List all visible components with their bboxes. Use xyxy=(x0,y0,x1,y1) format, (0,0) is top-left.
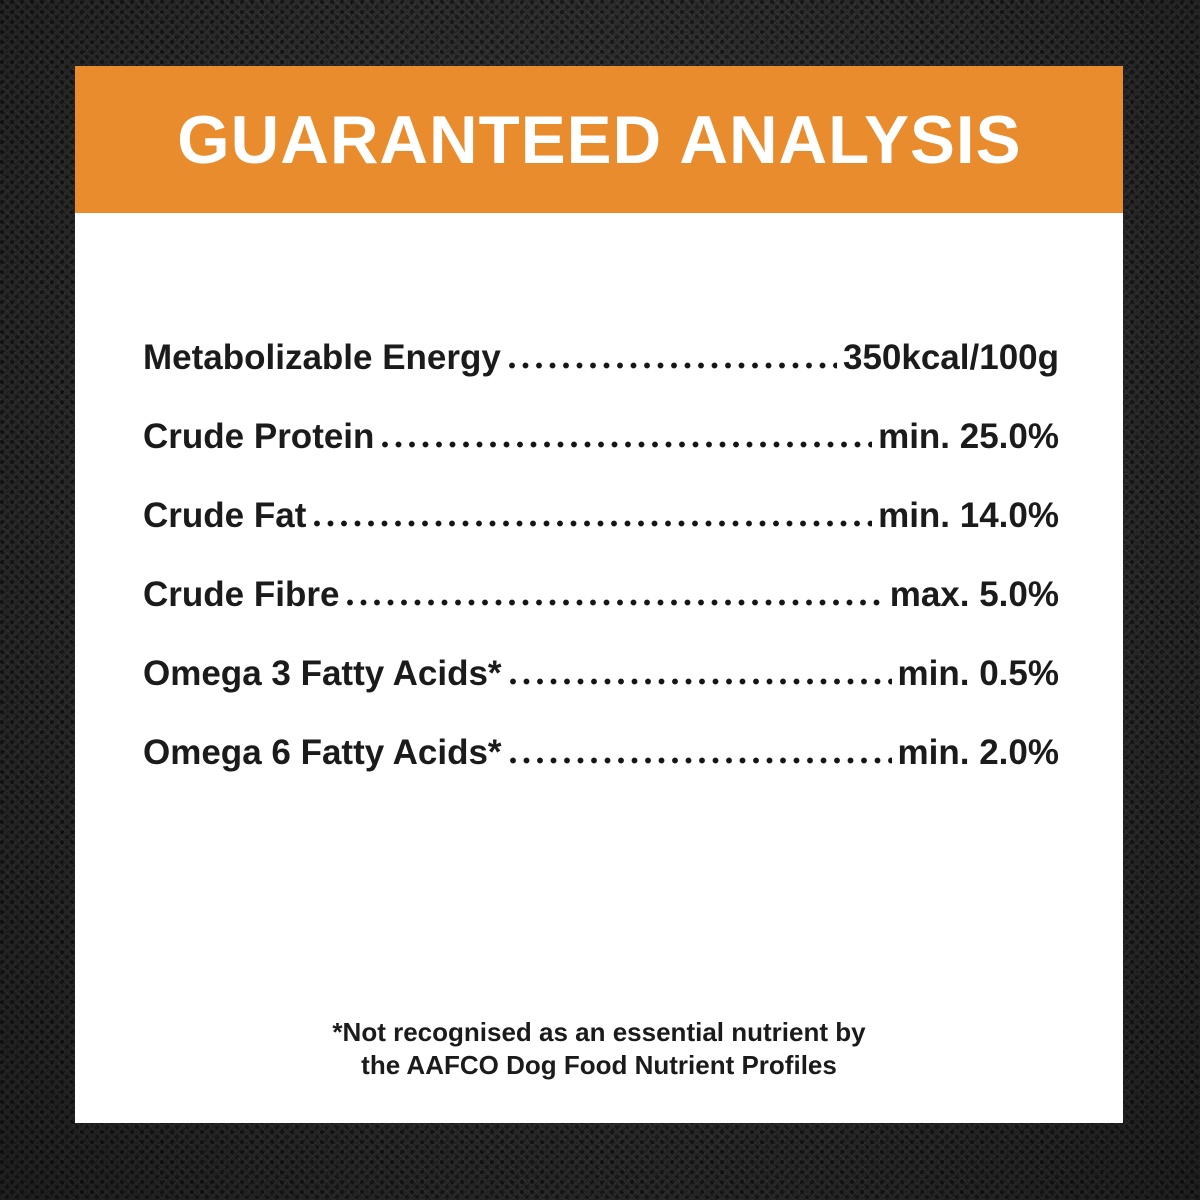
nutrient-label: Crude Fibre xyxy=(143,575,340,614)
nutrient-label: Crude Fat xyxy=(143,496,307,535)
nutrient-label: Omega 3 Fatty Acids* xyxy=(143,654,502,693)
nutrient-value: min. 25.0% xyxy=(878,417,1059,456)
nutrient-value: min. 2.0% xyxy=(897,733,1059,772)
nutrient-value: min. 0.5% xyxy=(897,654,1059,693)
nutrient-value: min. 14.0% xyxy=(878,496,1059,535)
table-row-metabolizable-energy xyxy=(143,338,1059,378)
dot-leader xyxy=(510,678,892,685)
guaranteed-analysis-card xyxy=(75,66,1123,1123)
nutrient-label: Crude Protein xyxy=(143,417,375,456)
footnote-line-2: the AAFCO Dog Food Nutrient Profiles xyxy=(361,1050,837,1080)
table-row-omega-3 xyxy=(143,654,1059,694)
nutrient-table xyxy=(143,338,1059,812)
dot-leader xyxy=(509,362,837,369)
table-row-crude-fat xyxy=(143,496,1059,536)
dot-leader xyxy=(347,599,883,606)
nutrient-label: Omega 6 Fatty Acids* xyxy=(143,733,502,772)
header-banner xyxy=(75,66,1123,213)
nutrient-value: max. 5.0% xyxy=(889,575,1059,614)
page-title: GUARANTEED ANALYSIS xyxy=(176,101,1022,178)
nutrient-label: Metabolizable Energy xyxy=(143,338,501,377)
dot-leader xyxy=(382,441,872,448)
dot-leader xyxy=(510,757,892,764)
table-row-crude-fibre xyxy=(143,575,1059,615)
footnote-line-1: *Not recognised as an essential nutrient by xyxy=(332,1017,866,1047)
dot-leader xyxy=(314,520,872,527)
table-row-crude-protein xyxy=(143,417,1059,457)
nutrient-value: 350kcal/100g xyxy=(842,338,1059,377)
footnote xyxy=(75,1016,1123,1082)
table-row-omega-6 xyxy=(143,733,1059,773)
